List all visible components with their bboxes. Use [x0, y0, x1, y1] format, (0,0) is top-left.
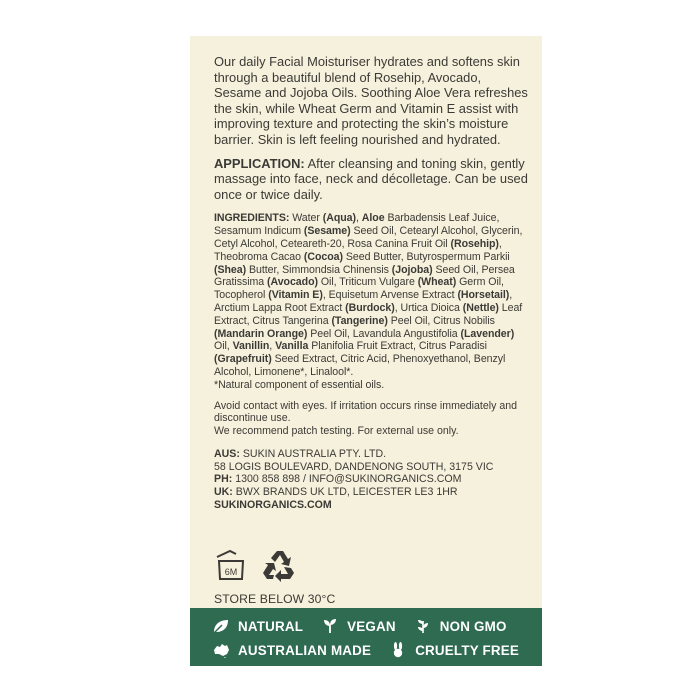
ingredient-highlight: (Tangerine): [331, 314, 388, 327]
symbols-row: [214, 548, 334, 584]
product-description: Our daily Facial Moisturiser hydrates and softens skin through a beautiful blend of Rosehip, Avocado, Sesame and Jojoba Oils. Soothing Aloe Vera refreshes the skin, while Wheat Germ and Vitamin E assist with improving texture and protecting the skin’s moisture barrier. Skin is left feeling nourished and hydrated.: [214, 54, 528, 147]
ingredient-text: , Arctium Lappa Root Extract: [214, 289, 513, 314]
aus-company: SUKIN AUSTRALIA PTY. LTD.: [239, 447, 387, 460]
ingredient-highlight: (Sesame): [303, 225, 351, 238]
ingredients-heading: INGREDIENTS:: [214, 212, 290, 225]
ingredient-text: Planifolia Fruit Extract, Citrus Paradisi: [308, 340, 487, 353]
aus-line: [214, 448, 528, 461]
uk-text: BWX BRANDS UK LTD, LEICESTER LE3 1HR: [232, 486, 458, 499]
ingredient-highlight: (Rosehip): [450, 237, 499, 250]
ingredient-text: Seed Oil, Cetearyl Alcohol, Glycerin, Cetyl Alcohol, Ceteareth-20, Rosa Canina Fruit Oil: [214, 225, 523, 250]
claim-natural: [212, 618, 303, 634]
claims-row-1: [212, 616, 525, 636]
website-text: SUKINORGANICS.COM: [214, 499, 332, 512]
warning-patch: We recommend patch testing. For external use only.: [214, 425, 459, 438]
leaf-icon: [212, 618, 230, 634]
ingredient-text: Germ Oil, Tocopherol: [214, 276, 504, 302]
storage-instruction: STORE BELOW 30°C: [214, 592, 336, 606]
street-line: 58 LOGIS BOULEVARD, DANDENONG SOUTH, 3175 VIC: [214, 460, 494, 473]
application-instructions: [214, 156, 528, 203]
ingredient-highlight: (Aqua): [322, 212, 356, 225]
ingredient-text: , Urtica Dioica: [394, 301, 463, 314]
ingredient-text: Leaf Extract, Citrus Tangerina: [214, 301, 523, 327]
ingredient-highlight: (Jojoba): [391, 263, 433, 276]
recycle-icon: [260, 548, 300, 582]
warnings: [214, 400, 528, 438]
ingredient-highlight: (Lavender): [460, 327, 515, 340]
application-text: After cleansing and toning skin, gently massage into face, neck and décolletage. Can be used once or twice daily.: [214, 155, 528, 202]
ingredient-highlight: (Wheat): [417, 276, 457, 289]
ingredients-list: [214, 212, 528, 391]
ingredient-text: Seed Oil, Persea Gratissima: [214, 263, 515, 289]
claim-cruelty-free: [389, 642, 519, 658]
ingredient-highlight: (Nettle): [462, 301, 499, 314]
ingredient-text: ,: [355, 212, 362, 225]
ingredient-text: , Equisetum Arvense Extract: [322, 289, 458, 302]
ingredient-highlight: (Vitamin E): [268, 289, 323, 302]
ingredient-text: , Theobroma Cacao: [214, 237, 502, 263]
ingredient-text: Barbadensis Leaf Juice, Sesamum Indicum: [214, 212, 500, 238]
ingredient-highlight: (Mandarin Orange): [214, 327, 308, 340]
claim-australian-made: [212, 642, 371, 658]
ingredient-text: Peel Oil, Lavandula Angustifolia: [307, 327, 461, 340]
ingredient-highlight: (Shea): [214, 263, 247, 276]
claim-non-gmo: [414, 618, 507, 634]
ingredient-highlight: (Grapefruit): [214, 353, 272, 366]
warning-eyes: Avoid contact with eyes. If irritation occurs rinse immediately and discontinue use.: [214, 399, 518, 425]
claim-vegan-label: VEGAN: [347, 618, 396, 634]
company-address: [214, 448, 528, 512]
label-content: [214, 54, 528, 512]
claim-cruelty-free-label: CRUELTY FREE: [415, 642, 520, 658]
ph-label: PH:: [214, 473, 233, 486]
ingredients-body: [214, 212, 522, 378]
ph-text: 1300 858 898 / INFO@SUKINORGANICS.COM: [232, 473, 462, 486]
ingredient-text: Butter, Simmondsia Chinensis: [246, 263, 392, 276]
claims-band: [190, 608, 542, 666]
ingredient-highlight: Aloe: [361, 212, 385, 225]
bunny-icon: [389, 642, 407, 658]
ingredient-highlight: (Burdock): [345, 301, 395, 314]
pao-label: 6M: [224, 567, 238, 577]
claim-non-gmo-label: NON GMO: [439, 618, 507, 634]
ingredients-footnote: *Natural component of essential oils.: [214, 378, 385, 391]
ingredient-highlight: Vanillin: [232, 340, 270, 353]
ingredient-text: Seed Butter, Butyrospermum Parkii: [342, 250, 510, 263]
ingredient-text: Seed Extract, Citric Acid, Phenoxyethanol, Benzyl Alcohol, Limonene*, Linalool*.: [214, 353, 506, 378]
ingredient-text: Water: [289, 212, 323, 225]
application-heading: APPLICATION:: [214, 155, 305, 171]
phone-line: [214, 473, 528, 486]
website: [214, 499, 528, 512]
claim-vegan: [321, 618, 396, 634]
uk-label: UK:: [214, 486, 233, 499]
uk-line: [214, 486, 528, 499]
ingredient-text: Oil,: [214, 340, 233, 353]
australia-map-icon: [212, 642, 230, 658]
claim-natural-label: NATURAL: [238, 618, 304, 634]
ingredient-text: ,: [269, 340, 276, 353]
plant-icon: [414, 618, 432, 634]
sprout-icon: [321, 618, 339, 634]
ingredient-text: Oil, Triticum Vulgare: [317, 276, 418, 289]
product-label: [190, 36, 542, 666]
ingredient-highlight: (Horsetail): [457, 289, 510, 302]
claims-row-2: [212, 640, 537, 660]
ingredient-text: Peel Oil, Citrus Nobilis: [387, 314, 495, 327]
ingredient-highlight: (Cocoa): [303, 250, 343, 263]
claim-australian-made-label: AUSTRALIAN MADE: [238, 642, 372, 658]
ingredient-highlight: (Avocado): [267, 276, 318, 289]
ingredient-highlight: Vanilla: [275, 340, 309, 353]
open-jar-icon: [214, 548, 248, 582]
aus-label: AUS:: [214, 447, 240, 460]
